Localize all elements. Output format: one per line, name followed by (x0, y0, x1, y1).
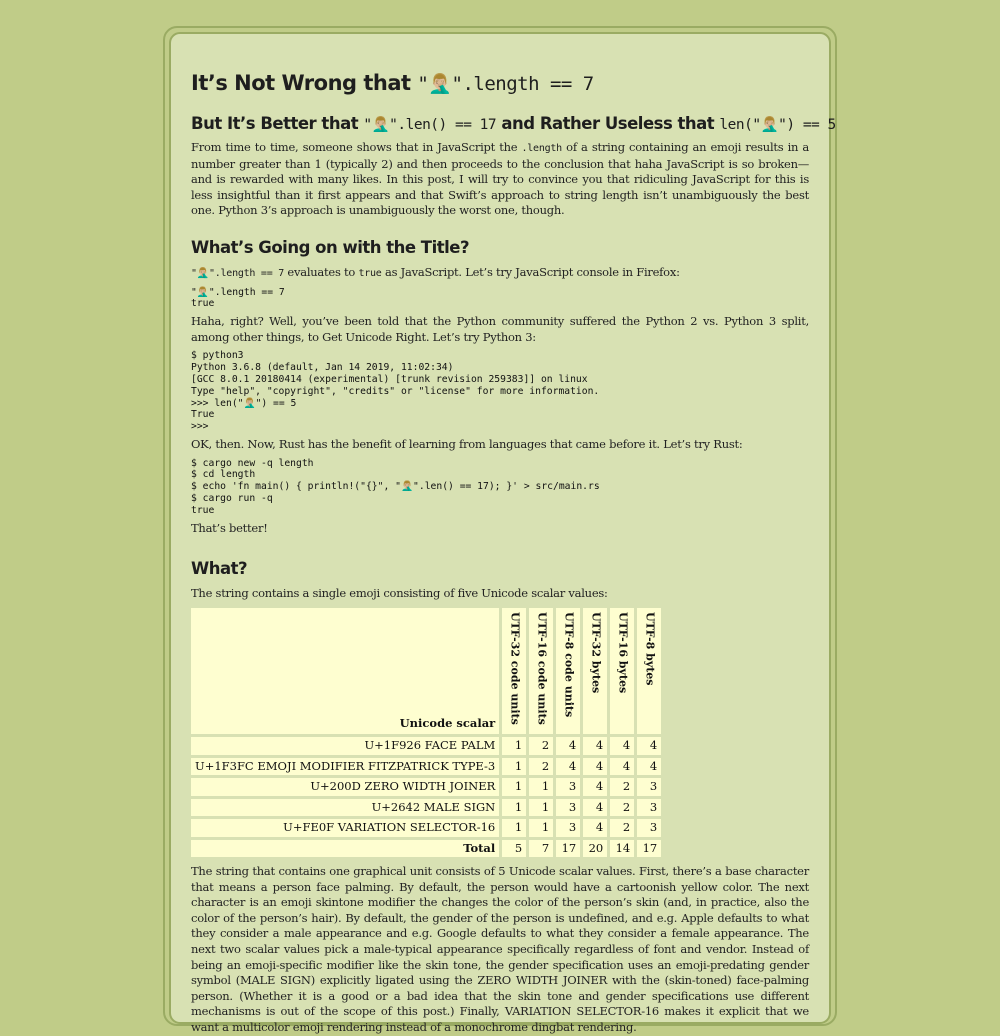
facepalm-emoji-icon: 🤦🏼‍♂️ (196, 286, 209, 298)
facepalm-emoji-icon: 🤦🏼‍♂️ (428, 73, 452, 95)
value-cell: 4 (583, 778, 607, 796)
total-cell: 7 (529, 840, 553, 858)
value-cell: 4 (556, 737, 580, 755)
table-row (191, 737, 661, 755)
total-cell: 5 (502, 840, 526, 858)
value-cell: 2 (610, 819, 634, 837)
scalars-intro-paragraph: The string contains a single emoji consisting of five Unicode scalar values: (191, 586, 608, 601)
value-cell: 4 (610, 737, 634, 755)
js-console-block: "🤦🏼‍♂️".length == 7 true (191, 286, 285, 310)
value-cell: 2 (529, 758, 553, 776)
value-cell: 4 (583, 758, 607, 776)
value-cell: 1 (502, 778, 526, 796)
value-cell: 4 (556, 758, 580, 776)
value-cell: 4 (583, 799, 607, 817)
scalar-table (188, 605, 664, 860)
article-body (169, 32, 836, 1034)
article-card (163, 26, 837, 1034)
js-eval-paragraph: "🤦🏼‍♂️".length == 7 evaluates to true as JavaScript. Let’s try JavaScript console in Firefox: (191, 265, 809, 282)
rust-console-block: $ cargo new -q length $ cd length $ echo 'fn main() { println!("{}", "🤦🏼‍♂️".len() == 17); }' > src/main.rs $ cargo run -q true (191, 457, 600, 516)
page-subtitle: But It’s Better that "🤦🏼‍♂️".len() == 17 and Rather Useless that len("🤦🏼‍♂️") == 5 (191, 112, 809, 136)
column-header: UTF-8 code units (556, 608, 580, 734)
value-cell: 2 (610, 778, 634, 796)
value-cell: 4 (583, 819, 607, 837)
value-cell: 3 (637, 799, 661, 817)
rust-result-paragraph: That’s better! (191, 520, 268, 535)
section-heading-title: What’s Going on with the Title? (191, 237, 470, 257)
total-cell: 17 (637, 840, 661, 858)
scalar-name-cell: U+1F926 FACE PALM (191, 737, 499, 755)
total-cell: 17 (556, 840, 580, 858)
facepalm-emoji-icon: 🤦🏼‍♂️ (243, 397, 256, 409)
facepalm-emoji-icon: 🤦🏼‍♂️ (760, 117, 779, 133)
value-cell: 4 (583, 737, 607, 755)
title-code: "🤦🏼‍♂️".length == 7 (417, 73, 593, 95)
value-cell: 4 (610, 758, 634, 776)
rust-intro-paragraph: OK, then. Now, Rust has the benefit of learning from languages that came before it. Let’s try Rust: (191, 436, 743, 451)
python-intro-paragraph: Haha, right? Well, you’ve been told that the Python community suffered the Python 2 vs. Python 3 split, among other things, to Get Unicode Right. Let’s try Python 3: (191, 314, 809, 344)
section-heading-what: What? (191, 559, 248, 579)
value-cell: 1 (529, 799, 553, 817)
table-corner-header: Unicode scalar (191, 608, 499, 734)
table-row (191, 758, 661, 776)
scalar-name-cell: U+FE0F VARIATION SELECTOR-16 (191, 819, 499, 837)
facepalm-emoji-icon: 🤦🏼‍♂️ (196, 267, 209, 279)
value-cell: 1 (502, 799, 526, 817)
scalar-name-cell: U+200D ZERO WIDTH JOINER (191, 778, 499, 796)
intro-paragraph: From time to time, someone shows that in JavaScript the .length of a string containing an emoji results in a number greater than 1 (typically 2) and then proceeds to the conclusion that haha JavaScript is so broken—and is rewarded with many likes. In this post, I will try to convince you that ridiculing JavaScript for this is less insightful than it first appears and that Swift’s approach to string length isn’t unambiguously the best one. Python 3’s approach is unambiguously the worst one, though. (191, 140, 810, 218)
facepalm-emoji-icon: 🤦🏼‍♂️ (400, 481, 414, 493)
total-cell: 14 (610, 840, 634, 858)
column-header: UTF-8 bytes (637, 608, 661, 734)
value-cell: 3 (556, 778, 580, 796)
column-header: UTF-32 code units (502, 608, 526, 734)
python-console-block: $ python3 Python 3.6.8 (default, Jan 14 2019, 11:02:34) [GCC 8.0.1 20180414 (experimental) [trunk revision 259383]] on linux Type "help", "copyright", "credits" or "license" for more information. >>> len("🤦🏼‍♂️") == 5 True >>> (191, 350, 600, 433)
scalar-name-cell: U+2642 MALE SIGN (191, 799, 499, 817)
value-cell: 1 (502, 758, 526, 776)
value-cell: 1 (502, 819, 526, 837)
table-row (191, 799, 661, 817)
column-header: UTF-16 code units (529, 608, 553, 734)
column-header: UTF-16 bytes (610, 608, 634, 734)
value-cell: 1 (529, 819, 553, 837)
value-cell: 3 (556, 799, 580, 817)
total-label-cell: Total (191, 840, 499, 858)
table-row (191, 778, 661, 796)
table-total-row (191, 840, 661, 858)
value-cell: 4 (637, 737, 661, 755)
table-header-row (191, 608, 661, 734)
column-header: UTF-32 bytes (583, 608, 607, 734)
value-cell: 2 (529, 737, 553, 755)
explanation-paragraph: The string that contains one graphical unit consists of 5 Unicode scalar values. First, there’s a base character that means a person face palming. By default, the person would have a cartoonish yellow color. The next character is an emoji skintone modifier the changes the color of the person’s skin (and, in practice, also the color of the person’s hair). By default, the gender of the person is undefined, and e.g. Apple defaults to what they consider a male appearance and e.g. Google defaults to what they consider a female appearance. The next two scalar values pick a male-typical appearance specifically regardless of font and vendor. Instead of being an emoji-specific modifier like the skin tone, the gender specification uses an emoji-predating gender symbol (MALE SIGN) explicitly ligated using the ZERO WIDTH JOINER with the (skin-toned) face-palming person. (Whether it is a good or a bad idea that the skin tone and gender specifications use different mechanisms is out of the scope of this post.) Finally, VARIATION SELECTOR-16 makes it explicit that we want a multicolor emoji rendering instead of a monochrome dingbat rendering. (191, 864, 809, 1034)
page-title: It’s Not Wrong that "🤦🏼‍♂️".length == 7 (191, 68, 809, 98)
total-cell: 20 (583, 840, 607, 858)
value-cell: 1 (529, 778, 553, 796)
table-row (191, 819, 661, 837)
value-cell: 2 (610, 799, 634, 817)
value-cell: 4 (637, 758, 661, 776)
scalar-name-cell: U+1F3FC EMOJI MODIFIER FITZPATRICK TYPE-3 (191, 758, 499, 776)
value-cell: 1 (502, 737, 526, 755)
value-cell: 3 (556, 819, 580, 837)
value-cell: 3 (637, 819, 661, 837)
value-cell: 3 (637, 778, 661, 796)
facepalm-emoji-icon: 🤦🏼‍♂️ (371, 117, 390, 133)
